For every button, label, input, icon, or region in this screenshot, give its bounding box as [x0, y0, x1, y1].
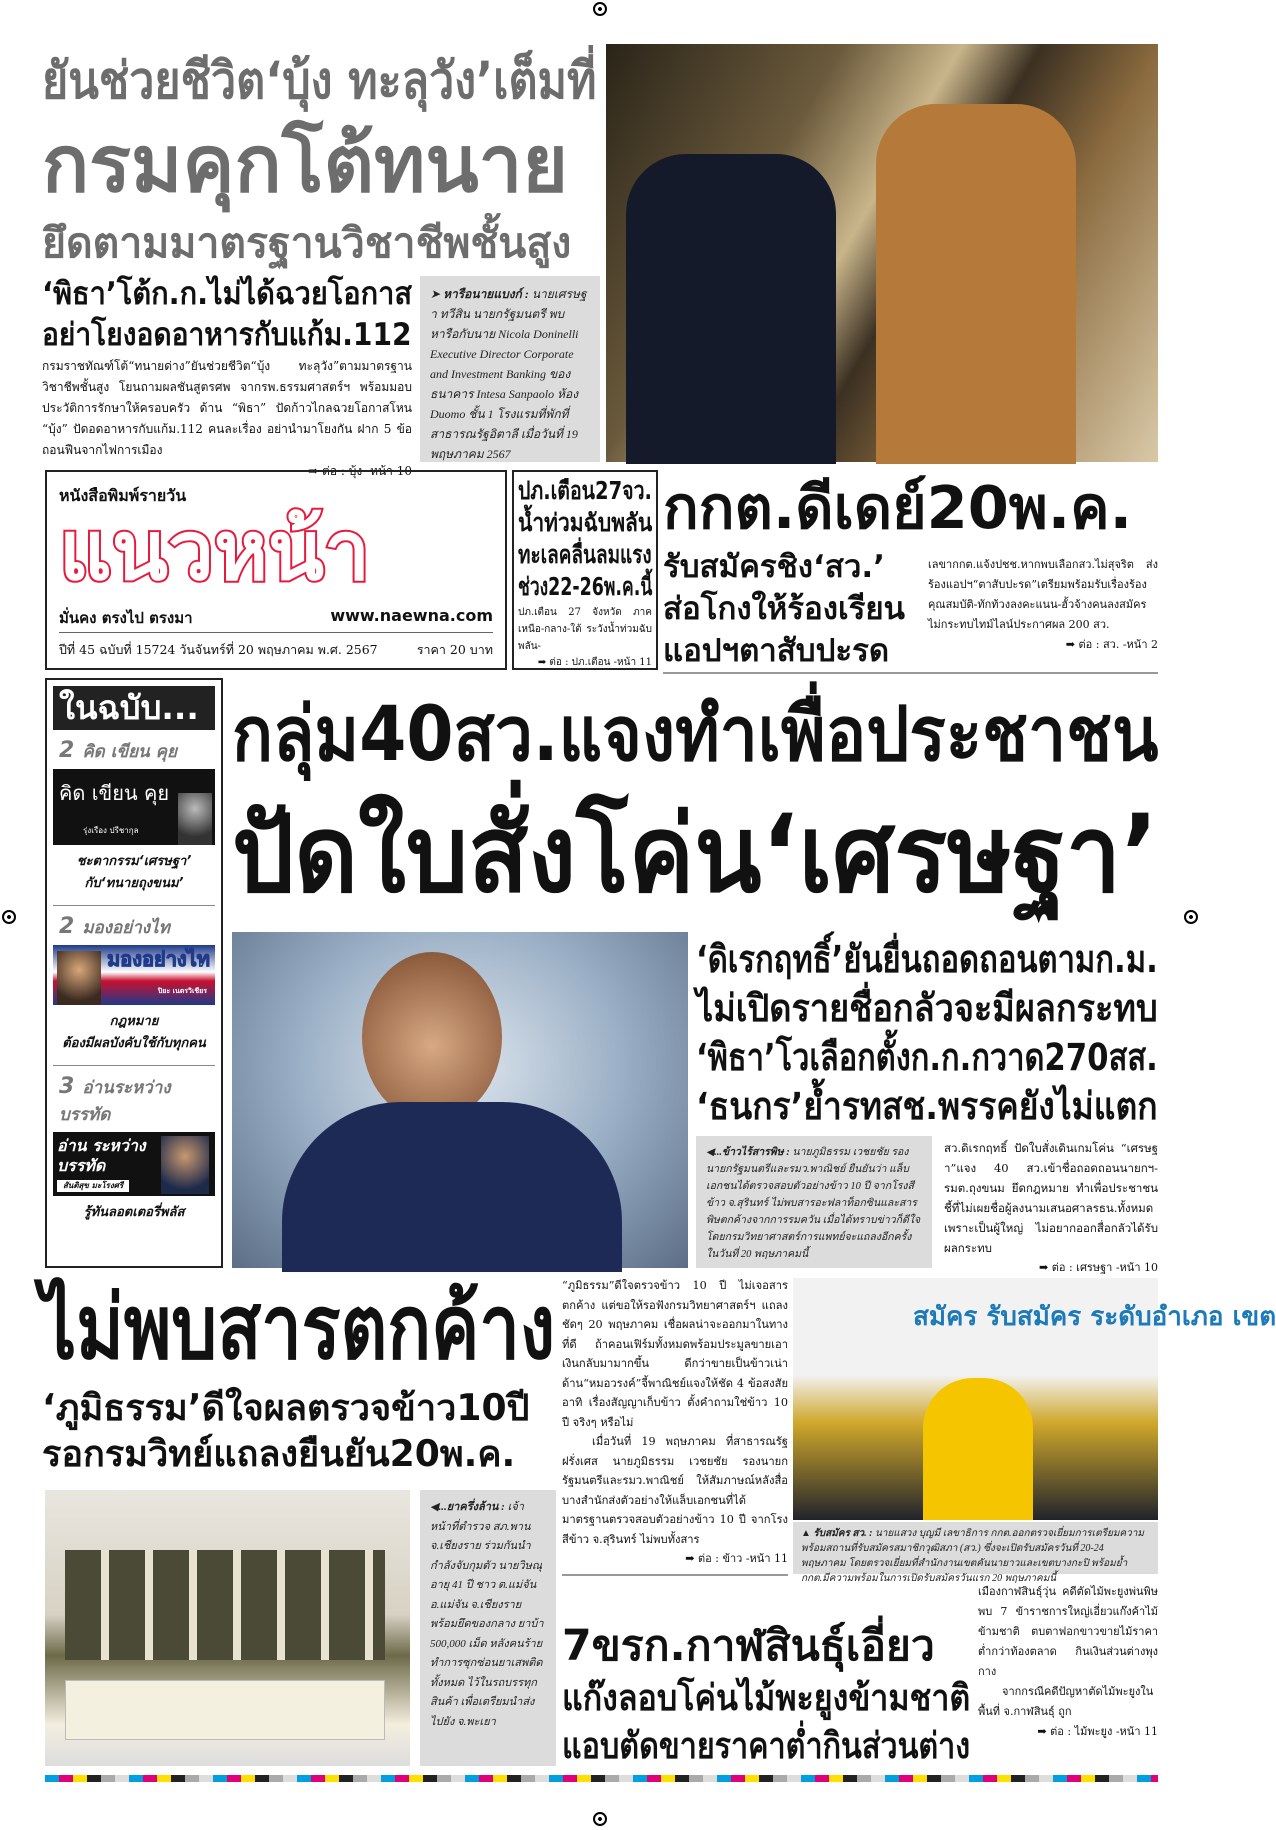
- rice-headline-text: ไม่พบสารตกค้าง: [40, 1276, 556, 1379]
- timber-continued-link[interactable]: [978, 1722, 1158, 1742]
- registration-mark-left: [2, 910, 16, 924]
- masthead-tagline: หนังสือพิมพ์รายวัน: [59, 486, 187, 505]
- banner-title: อ่าน ระหว่างบรรทัด: [57, 1136, 146, 1175]
- timber-continued-text: ต่อ : ไม้พะยูง -หน้า 11: [1050, 1725, 1158, 1738]
- lead-subhead-4: ‘ธนกร’ย้ำรทสช.พรรคยังไม่แตก: [696, 1084, 1158, 1128]
- flood-body: ปภ.เตือน 27 จังหวัด ภาคเหนือ-กลาง-ใต้ ระวังน้ำท่วมฉับพลัน-: [518, 607, 652, 652]
- masthead-logo-text: แนวหน้า: [59, 504, 371, 599]
- caption-title: ...ข้าวไร้สารพิษ :: [714, 1147, 790, 1158]
- lead-headline-1: [232, 688, 1158, 780]
- caption-text: เจ้าหน้าที่ตำรวจ สภ.พาน จ.เชียงราย ร่วมกันนำกำลังจับกุมตัว นายวิษณุ อายุ 41 ปี ชาว ต.แม่จัน อ.แม่จัน จ.เชียงราย พร้อมยึดของกลาง ยาบ้า 500,000 เม็ด หลังคนร้ายทำการซุกซ่อนยาเสพติดทั้งหมด ไว้ในรถบรรทุกสินค้า เพื่อเตรียมนำส่งไปยัง จ.พะเยา: [430, 1501, 544, 1728]
- ect-headline: [663, 472, 1158, 544]
- chevron-icon: ➤: [430, 287, 444, 301]
- top-body: [42, 356, 412, 482]
- drug-photo-caption: [420, 1490, 556, 1766]
- chevron-icon: ◀: [430, 1501, 439, 1513]
- ect-body-text: เลขากกต.แจ้งปชช.หากพบเลือกสว.ไม่สุจริต ส่งร้องแอปฯ“ตาสับปะรด”เตรียมพร้อมรับเรื่องร้องคุณสมบัติ-ทักท้วงลงคะแนน-ฮั้วจ้างคนลงสมัคร ไม่กระทบไทม์ไลน์ประกาศผล 200 สว.: [928, 558, 1158, 631]
- timber-body: [978, 1582, 1158, 1742]
- timber-body-paragraph: จากกรณีคดีปัญหาตัดไม้พะยูงในพื้นที่ จ.กาฬสินธุ์ ถูก: [978, 1685, 1154, 1718]
- arrow-right-icon: ➡: [685, 1552, 699, 1565]
- ect-headline-text: กกต.ดีเดย์20พ.ค.: [663, 473, 1133, 542]
- rice-continued-text: ต่อ : ข้าว -หน้า 11: [698, 1552, 788, 1565]
- lead-photo-minister: [232, 932, 688, 1268]
- ect-body: [928, 555, 1158, 655]
- caption-text: นายแสวง บุญมี เลขาธิการ กกต.ออกตรวจเยี่ยมการเตรียมความพร้อมสถานที่รับสมัครสมาชิกวุฒิสภา (สว.) ซึ่งจะเปิดรับสมัครวันที่ 20-24 พฤษภาคม โดยตรวจเยี่ยมที่สำนักงานเขตคันนายาวและเขตบางกะปิ พร้อมย้ำกกต.มีความพร้อมในการเปิดรับสมัครวันแรก 20 พฤษภาคมนี้: [801, 1528, 1144, 1584]
- teaser-line: กับ‘ทนายถุงขนม’: [84, 876, 184, 891]
- registration-mark-top: [593, 2, 607, 16]
- arrow-right-icon: ➡: [1039, 1261, 1052, 1274]
- rice-body-paragraph: เมื่อวันที่ 19 พฤษภาคม ที่สาธารณรัฐฝรั่งเศส นายภูมิธรรม เวชยชัย รองนายกรัฐมนตรีและรมว.พาณิชย์ ให้สัมภาษณ์หลังสื่อบางสำนักส่งตัวอย่างให้แล็บเอกชนที่ได้มาตรฐานตรวจสอบตัวอย่างข้าว 10 ปี จากโรงสีข้าว จ.สุรินทร์ ไม่พบทั้งสาร: [562, 1435, 788, 1546]
- lead-continued-link[interactable]: [944, 1258, 1158, 1278]
- arrow-right-icon: ➡: [1065, 638, 1079, 651]
- page-number: 3: [59, 1074, 75, 1099]
- banner-author: สันติสุข มะโรงศรี: [57, 1180, 129, 1192]
- photo-seized-drugs: [65, 1680, 385, 1740]
- lead-continued-text: ต่อ : เศรษฐา -หน้า 10: [1051, 1261, 1158, 1274]
- top-continued-text: ต่อ : บุ้ง -หน้า 10: [322, 464, 412, 478]
- flood-headline-2: น้ำท่วมฉับพลัน: [518, 508, 653, 537]
- sidebar-item-mong-yang-thai[interactable]: [53, 910, 215, 1061]
- top-photo-caption: [420, 276, 600, 462]
- masthead-slogan: มั่นคง ตรงไป ตรงมา: [59, 609, 193, 627]
- top-subhead-2: [42, 316, 412, 354]
- top-kicker: [42, 50, 597, 112]
- issue-line: ปีที่ 45 ฉบับที่ 15724 วันจันทร์ที่ 20 พฤษภาคม พ.ศ. 2567: [59, 642, 378, 657]
- sidebar-title: [53, 686, 215, 730]
- banner-author: รุ่งเรือง ปรีชากุล: [83, 826, 139, 835]
- timber-headline-2: แก๊งลอบโค่นไม้พะยูงข้ามชาติ: [562, 1677, 971, 1719]
- senate-registration-photo: [793, 1278, 1276, 1520]
- photo-person-yellow: [923, 1378, 1033, 1520]
- page-number: 2: [59, 738, 75, 763]
- caption-title: ...ยาครึ่งล้าน :: [438, 1501, 505, 1513]
- caption-title: หารือนายแบงก์ :: [443, 287, 529, 301]
- flood-headline-4: ช่วง22-26พ.ค.นี้: [518, 572, 653, 601]
- flood-continued-text: ต่อ : ปภ.เตือน -หน้า 11: [549, 657, 652, 668]
- section-name: มองอย่างไท: [82, 918, 170, 938]
- page-number: 2: [59, 914, 75, 939]
- sidebar-item-kid-khian-khui[interactable]: [53, 734, 215, 901]
- top-photo-handshake: [606, 44, 1158, 462]
- ect-continued-text: ต่อ : สว. -หน้า 2: [1078, 638, 1158, 651]
- lead-photo-caption: [696, 1136, 932, 1268]
- caption-text: นายเศรษฐา ทวีสิน นายกรัฐมนตรี พบหารือกับนาย Nicola Doninelli Executive Director Corporate and Investment Banking ของธนาคาร Intesa Sanpaolo ห้อง Duomo ชั้น 1 โรงแรมที่พักที่สาธารณรัฐอิตาลี เมื่อวันที่ 19 พฤษภาคม 2567: [430, 287, 587, 461]
- ect-subhead-3: แอปฯตาสับปะรด: [663, 633, 890, 669]
- rice-continued-link[interactable]: [562, 1549, 788, 1569]
- section-name: อ่านระหว่างบรรทัด: [59, 1078, 171, 1125]
- top-body-text: กรมราชทัณฑ์โต้“ทนายด่าง”ยันช่วยชีวิต“บุ้ง ทะลุวัง”ตามมาตรฐานวิชาชีพชั้นสูง โยนถามผลชันสูตรศพ จากรพ.ธรรมศาสตร์ฯ พร้อมมอบประวัติการรักษาให้ครอบครัว ด้าน “พิธา” ปัดก้าวไกลฉวยโอกาสโหน “บุ้ง” ปัดอดอาหารกับแก้ม.112 คนละเรื่อง อย่านำมาโยงกัน ฝาก 5 ข้อถอนฟืนจากไฟการเมือง: [42, 359, 412, 457]
- caption-text: นายภูมิธรรม เวชยชัย รองนายกรัฐมนตรีและรมว.พาณิชย์ ยืนยันว่า แล็บเอกชนได้ตรวจสอบตัวอย่างข้าว 10 ปี จากโรงสีข้าว จ.สุรินทร์ ไม่พบสารอะฟลาท็อกซินและสารพิษตกค้างจากการรมควัน เมื่อได้ทราบข่าวก็ดีใจโดยกรมวิทยาศาสตร์การแพทย์จะแถลงอีกครั้งในวันที่ 20 พฤษภาคมนี้: [706, 1147, 921, 1260]
- teaser-line: รู้ทันลอตเตอรี่พลัส: [83, 1205, 185, 1220]
- column-banner: [53, 1132, 215, 1196]
- timber-headline-3: แอบตัดขายราคาต่ำกินส่วนต่าง: [562, 1725, 971, 1767]
- banner-author: ปิยะ เนตรวิเชียร: [157, 987, 207, 995]
- divider: [53, 1065, 215, 1066]
- ect-continued-link[interactable]: [928, 635, 1158, 655]
- flood-continued-link[interactable]: [518, 655, 652, 670]
- top-deck: [42, 218, 597, 268]
- timber-headline-1: 7ขรก.กาฬสินธุ์เอี่ยว: [562, 1621, 935, 1671]
- lead-body: [944, 1138, 1158, 1278]
- columnist-photo: [161, 1136, 209, 1194]
- section-name: คิด เขียน คุย: [82, 742, 177, 762]
- arrow-right-icon: ➡: [1037, 1725, 1051, 1738]
- column-banner: [53, 945, 215, 1005]
- flood-headline-3: ทะเลคลื่นลมแรง: [518, 540, 652, 569]
- photo-face: [362, 952, 502, 1122]
- price: ราคา 20 บาท: [416, 642, 493, 657]
- timber-body-paragraph: เมืองกาฬสินธุ์วุ่น คดีตัดไม้พะยูงพ่นพิษ พบ 7 ข้าราชการใหญ่เอี่ยวแก๊งค้าไม้ข้ามชาติ ตบตาฟอกขาวขายไม้ราคาต่ำกว่าท้องตลาด กินเงินส่วนต่างพุงกาง: [978, 1585, 1158, 1678]
- divider: [53, 905, 215, 906]
- top-subhead-2-text: อย่าโยงอดอาหารกับแก้ม.112: [42, 317, 412, 353]
- divider: [562, 1574, 788, 1576]
- rice-body: [562, 1276, 788, 1569]
- divider: [663, 672, 1158, 674]
- top-deck-text: ยึดตามมาตรฐานวิชาชีพชั้นสูง: [42, 219, 572, 267]
- caption-title: รับสมัคร สว. :: [813, 1528, 873, 1539]
- top-subhead-1: [42, 275, 412, 313]
- top-headline-text: กรมคุกโต้ทนาย: [42, 120, 568, 210]
- lead-subhead-1: ‘ดิเรกฤทธิ์’ยันยื่นถอดถอนตามก.ม.: [696, 937, 1158, 981]
- rice-subhead-2: รอกรมวิทย์แถลงยืนยัน20พ.ค.: [42, 1433, 516, 1475]
- ect-subhead-1: รับสมัครชิง‘สว.’: [663, 549, 886, 585]
- lead-subhead-2: ไม่เปิดรายชื่อกลัวจะมีผลกระทบ: [696, 986, 1158, 1030]
- photo-police-officers: [65, 1550, 385, 1660]
- masthead: [45, 470, 507, 670]
- flood-story: [512, 470, 658, 670]
- photo-figure-left: [626, 154, 836, 464]
- rice-headline: [40, 1274, 555, 1382]
- senate-photo-caption: [793, 1522, 1158, 1584]
- columnist-photo: [178, 793, 212, 845]
- masthead-logo[interactable]: [59, 502, 495, 602]
- top-subhead-1-text: ‘พิธา’โต้ก.ก.ไม่ได้ฉวยโอกาส: [42, 276, 412, 312]
- top-headline: [42, 118, 597, 213]
- banner-title: มองอย่างไท: [107, 947, 210, 971]
- banner-title: คิด เขียน คุย: [59, 781, 170, 805]
- lead-subhead-3: ‘พิธา’โวเลือกตั้งก.ก.กวาด270สส.: [696, 1035, 1158, 1079]
- chevron-up-icon: ▲: [801, 1528, 814, 1539]
- top-kicker-text: ยันช่วยชีวิต‘บุ้ง ทะลุวัง’เต็มที่: [42, 51, 597, 110]
- photo-banner-text: สมัคร รับสมัคร ระดับอำเภอ เขต: [913, 1302, 1276, 1332]
- lead-body-text: สว.ดิเรกฤทธิ์ ปัดใบสั่งเดินเกมโค่น “เศรษฐา”แจง 40 สว.เข้าชื่อถอดถอนนายกฯ-รมต.ถุงขนม ยึดกฎหมาย ทำเพื่อประชาชน ชี้ที่ไม่เผยชื่อผู้ลงนามเสนอศาลรธน.ทั้งหมด เพราะเป็นผู้ใหญ่ ไม่อยากออกสื่อกลัวได้รับผลกระทบ: [944, 1141, 1158, 1255]
- sidebar-in-this-issue: [45, 678, 223, 1268]
- teaser-line: ต้องมีผลบังคับใช้กับทุกคน: [62, 1036, 206, 1051]
- ect-subhead-2: ส่อโกงให้ร้องเรียน: [663, 591, 905, 627]
- print-color-bar: [45, 1775, 1158, 1782]
- teaser-line: ชะตากรรม‘เศรษฐา’: [76, 854, 192, 869]
- photo-suit: [282, 1102, 622, 1272]
- sidebar-item-an-rawang-banthat[interactable]: [53, 1070, 215, 1230]
- columnist-photo: [57, 951, 101, 1005]
- flood-headline-1: ปภ.เตือน27จว.: [518, 476, 652, 505]
- arrow-right-icon: ➡: [537, 657, 550, 668]
- drug-bust-photo: [45, 1490, 410, 1766]
- column-banner: [53, 769, 215, 845]
- lead-headline-2-text: ปัดใบสั่งโค่น‘เศรษฐา’: [232, 793, 1159, 917]
- sidebar-title-text: ในฉบับ...: [59, 689, 199, 727]
- registration-mark-bottom: [593, 1812, 607, 1826]
- teaser-line: กฎหมาย: [109, 1014, 159, 1029]
- masthead-website-link[interactable]: www.naewna.com: [330, 606, 493, 625]
- lead-headline-2: [232, 790, 1158, 920]
- chevron-icon: ◀: [706, 1147, 715, 1158]
- lead-headline-1-text: กลุ่ม40สว.แจงทำเพื่อประชาชน: [232, 690, 1159, 778]
- registration-mark-right: [1184, 910, 1198, 924]
- arrow-right-icon: ➡: [308, 464, 323, 478]
- rice-body-paragraph: “ภูมิธรรม”ดีใจตรวจข้าว 10 ปี ไม่เจอสารตกค้าง แต่ขอให้รอฟังกรมวิทยาศาสตร์ฯ แถลงชัดๆ 20 พฤษภาคม เชื่อผลน่าจะออกมาในทางที่ดี ถ้าคอนเฟิร์มทั้งหมดพร้อมประมูลขายเอาเงินกลับมามากขึ้น ดีกว่าขายเป็นข้าวเน่า ด้าน“หมอวรงค์”จี้พาณิชย์แจงให้ชัด 4 ข้อสงสัย อาทิ เรื่องสัญญาเก็บข้าว ตั้งคำถามใช่ข้าว 10 ปี จริงๆ หรือไม่: [562, 1279, 788, 1429]
- masthead-divider: [59, 632, 493, 633]
- photo-figure-right: [876, 104, 1076, 464]
- rice-subhead-1: ‘ภูมิธรรม’ดีใจผลตรวจข้าว10ปี: [42, 1387, 530, 1429]
